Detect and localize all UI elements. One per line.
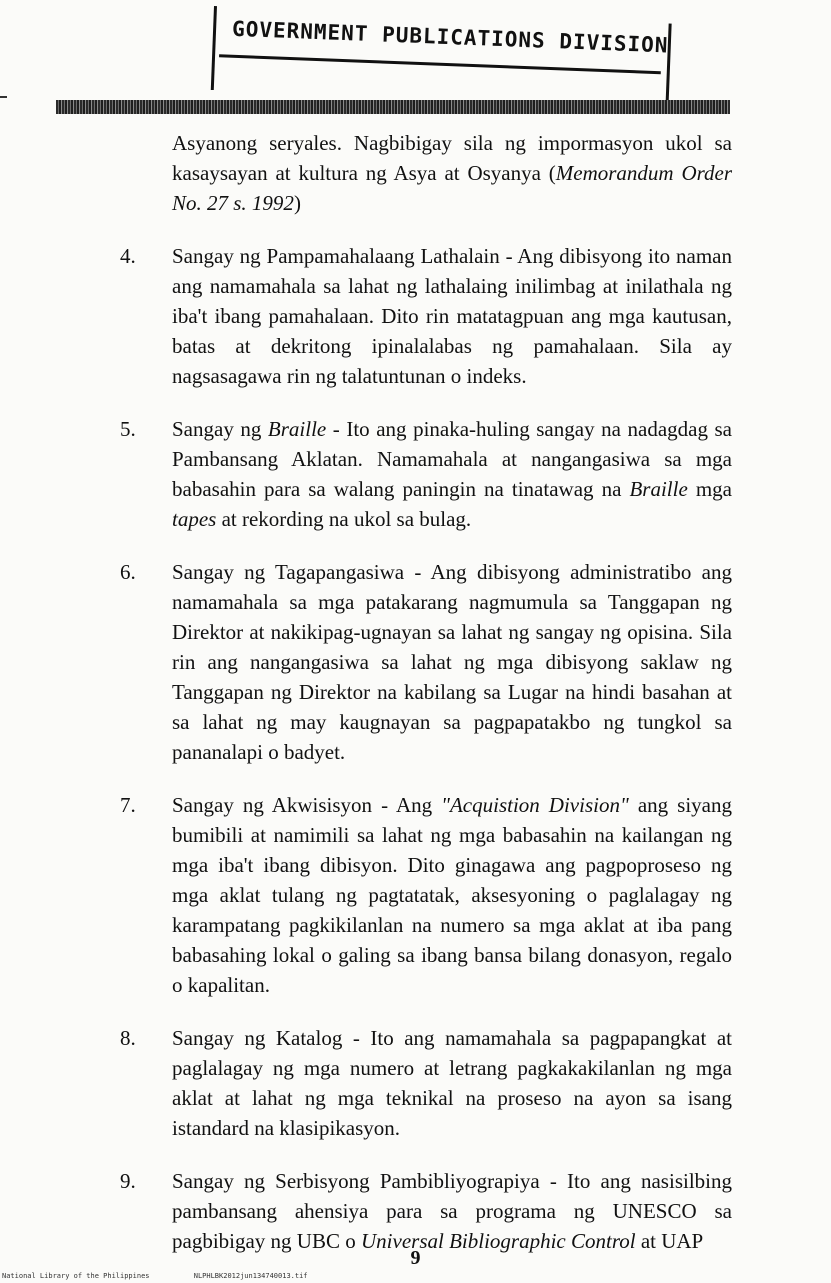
item-text: Sangay ng Katalog - Ito ang namamahala sa pagpapangkat at paglalagay ng mga numero at letrang pagkakakilanlan ng mga aklat at lahat ng mga teknikal na proseso na ayon sa isang istandard na klasipikasyon. [172, 1026, 732, 1140]
scan-footer [2, 1272, 348, 1280]
footer-library: National Library of the Philippines [2, 1272, 150, 1280]
intro-paragraph: Asyanong seryales. Nagbibigay sila ng impormasyon ukol sa kasaysayan at kultura ng Asya at Osyanya (Memorandum Order No. 27 s. 1992) [172, 131, 732, 215]
stamp-text: GOVERNMENT PUBLICATIONS DIVISION [231, 16, 669, 58]
footer-file: NLPHLBK2012jun134740013.tif [193, 1272, 308, 1280]
item-number: 5. [120, 417, 136, 441]
margin-mark [0, 96, 7, 98]
intro-citation: Memorandum Order No. 27 s. 1992 [172, 161, 732, 215]
page-body [120, 128, 732, 1256]
division-stamp [211, 6, 672, 108]
item-number: 9. [120, 1169, 136, 1193]
page-number: 9 [410, 1247, 421, 1269]
stamp-rule [219, 54, 661, 74]
item-text: Sangay ng Tagapangasiwa - Ang dibisyong administratibo ang namamahala sa mga patakarang nagmumula sa Tanggapan ng Direktor at nakikipag-ugnayan sa lahat ng sangay ng opisina. Sila rin ang nangangasiwa sa lahat ng mga dibisyong saklaw ng Tanggapan ng Direktor na kabilang sa Lugar na hindi basahan at sa lahat ng may kaugnayan sa pagpapatakbo ng tungkol sa pananalapi o badyet. [172, 560, 732, 764]
list-item-8 [120, 1023, 732, 1143]
list-item-4 [120, 241, 732, 391]
list-item-9: 9. Sangay ng Serbisyong Pambibliyograpiya - Ito ang nasisilbing pambansang ahensiya para sa programa ng UNESCO sa pagbibigay ng UBC o Universal Bibliographic Control at UAP [120, 1166, 732, 1256]
list-item-7: 7. Sangay ng Akwisisyon - Ang "Acquistion Division" ang siyang bumibili at namimili sa lahat ng mga babasahin na kailangan ng mga iba't ibang dibisyon. Dito ginagawa ang pagpoproseso ng mga aklat tulang ng pagtatatak, aksesyoning o paglalagay ng karampatang pagkikilanlan na numero sa mga aklat at iba pang babasahing lokal o galing sa ibang bansa bilang donasyon, regalo o kapalitan. [120, 790, 732, 1000]
list-item-5: 5. Sangay ng Braille - Ito ang pinaka-huling sangay na nadagdag sa Pambansang Aklatan. Namamahala at nangangasiwa sa mga babasahin para sa walang paningin na tinatawag na Braille mga tapes at rekording na ukol sa bulag. [120, 414, 732, 534]
item-number: 4. [120, 244, 136, 268]
item-number: 6. [120, 560, 136, 584]
item-number: 7. [120, 793, 136, 817]
scan-header-band [56, 100, 730, 114]
list-item-6 [120, 557, 732, 767]
item-number: 8. [120, 1026, 136, 1050]
item-text: Sangay ng Pampamahalaang Lathalain - Ang dibisyong ito naman ang namamahala sa lahat ng lathalaing inilimbag at inilathala ng iba't ibang pamahalaan. Dito rin matatagpuan ang mga kautusan, batas at dekritong ipinalalabas ng pamahalaan. Sila ay nagsasagawa rin ng talatuntunan o indeks. [172, 244, 732, 388]
